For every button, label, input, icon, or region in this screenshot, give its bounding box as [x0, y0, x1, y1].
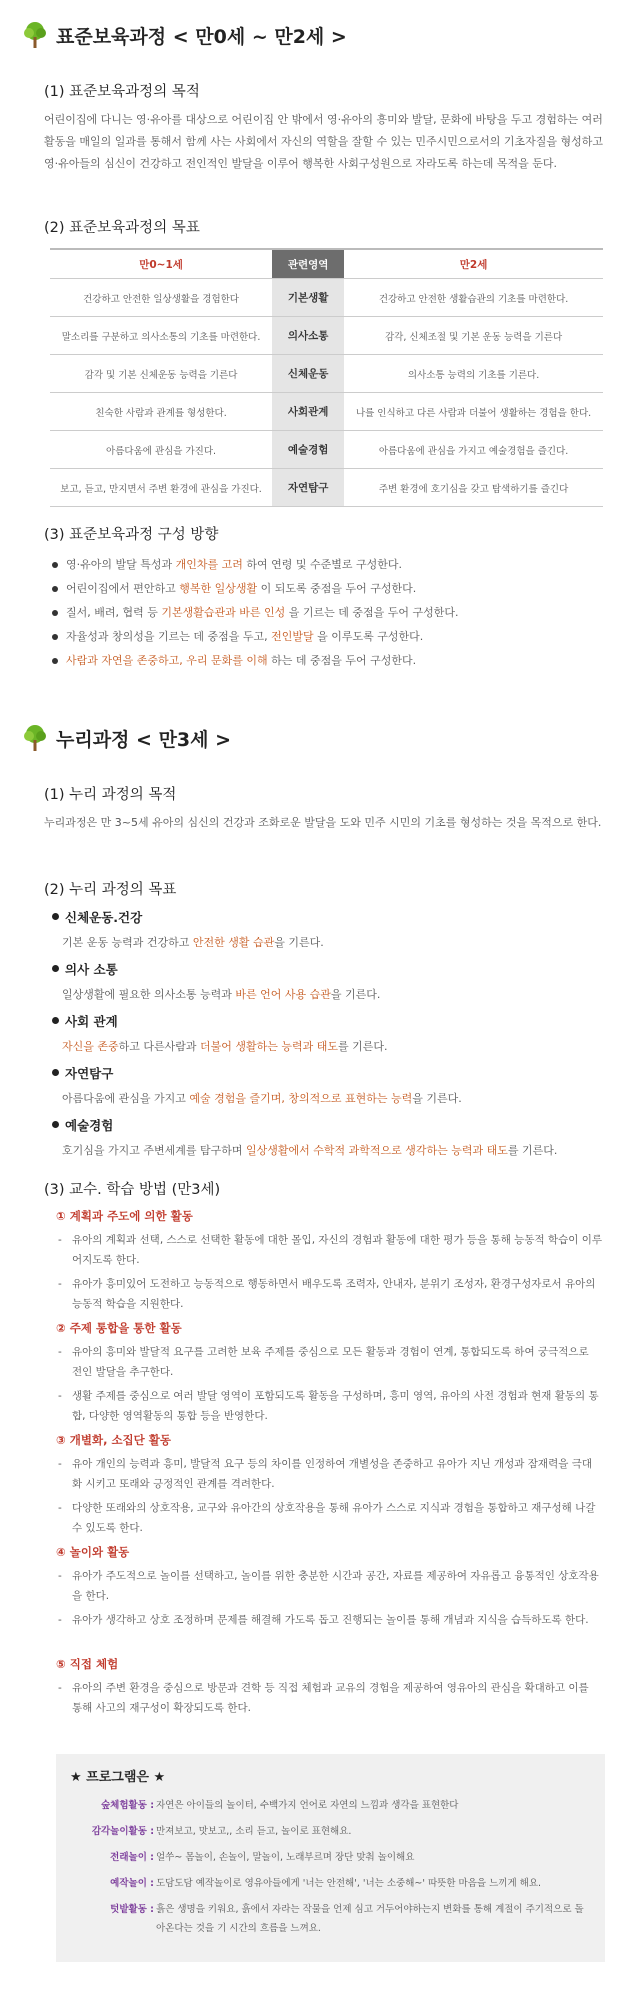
section2-methods-heading: (3) 교수. 학습 방법 (만3세) [44, 1182, 221, 1198]
goal-text: 일상생활에 필요한 의사소통 능력과 바른 언어 사용 습관을 기른다. [62, 988, 381, 1001]
header-age-2: 만2세 [344, 249, 603, 279]
method-item: - 유아가 흥미있어 도전하고 능동적으로 행동하면서 배우도록 조력자, 안내자, 분위기 조성자, 환경구성자로서 유아의 능동적 학습을 지원한다. [58, 1278, 596, 1310]
list-item: 어린이집에서 편안하고 행복한 일상생활 이 되도록 중점을 두어 구성한다. [44, 577, 459, 601]
table-cell: 말소리를 구분하고 의사소통의 기초를 마련한다. [50, 317, 272, 355]
table-row [50, 469, 603, 507]
program-label: 숲체험활동 : [101, 1800, 154, 1811]
method-item: - 유아가 주도적으로 놀이를 선택하고, 놀이를 위한 충분한 시간과 공간, 자료를 제공하여 자유롭고 융통적인 상호작용을 한다. [58, 1570, 599, 1602]
table-cell-area: 사회관계 [272, 393, 344, 431]
list-item: 사람과 자연을 존중하고, 우리 문화를 이해 하는 데 중점을 두어 구성한다. [44, 649, 459, 673]
goal-text: 기본 운동 능력과 건강하고 안전한 생활 습관을 기른다. [62, 936, 324, 949]
method-item: - 유아가 생각하고 상호 조정하며 문제를 해결해 가도록 돕고 진행되는 놀이를 통해 개념과 지식을 습득하도록 한다. [58, 1614, 589, 1626]
header-area: 관련영역 [272, 249, 344, 279]
list-item: 영·유아의 발달 특성과 개인차를 고려 하여 연령 및 수준별로 구성한다. [44, 553, 459, 577]
goal-title: 신체운동.건강 [52, 908, 142, 926]
section2-title [20, 723, 231, 753]
table-row [50, 355, 603, 393]
program-text: 만져보고, 맛보고,, 소리 듣고, 놀이로 표현해요. [156, 1826, 352, 1837]
table-cell: 감각 및 기본 신체운동 능력을 기른다 [50, 355, 272, 393]
method-item: - 유아의 계획과 선택, 스스로 선택한 활동에 대한 몰입, 자신의 경험과 활동에 대한 평가 등을 통해 능동적 학습이 이루어지도록 한다. [58, 1234, 602, 1266]
table-cell-area: 자연탐구 [272, 469, 344, 507]
program-text: 흙은 생명을 키워요, 흙에서 자라는 작물을 언제 심고 거두어야하는지 변화를 통해 계절이 주기적으로 돌아온다는 것을 기 시간의 흐름을 느껴요. [156, 1904, 584, 1934]
program-label: 전래놀이 : [110, 1852, 154, 1863]
tree-icon [20, 20, 50, 50]
table-cell-area: 예술경험 [272, 431, 344, 469]
table-cell: 건강하고 안전한 생활습관의 기초를 마련한다. [344, 279, 603, 317]
section1-direction-heading: (3) 표준보육과정 구성 방향 [44, 527, 219, 543]
method-item: - 유아의 흥미와 발달적 요구를 고려한 보육 주제를 중심으로 모든 활동과 경험이 연계, 통합되도록 하여 궁극적으로 전인 발달을 추구한다. [58, 1346, 589, 1378]
table-cell-area: 기본생활 [272, 279, 344, 317]
table-cell-area: 신체운동 [272, 355, 344, 393]
table-cell: 보고, 듣고, 만지면서 주변 환경에 관심을 가진다. [50, 469, 272, 507]
section2-purpose-text: 누리과정은 만 3~5세 유아의 심신의 건강과 조화로운 발달을 도와 민주 시민의 기초를 형성하는 것을 목적으로 한다. [44, 816, 602, 829]
table-cell: 나를 인식하고 다른 사람과 더불어 생활하는 경험을 한다. [344, 393, 603, 431]
program-label: 텃밭활동 : [110, 1904, 154, 1915]
section1-title-text: 표준보육과정 < 만0세 ~ 만2세 > [56, 25, 347, 48]
goal-title: 의사 소통 [52, 960, 118, 978]
method-item: - 유아 개인의 능력과 흥미, 발달적 요구 등의 차이를 인정하여 개별성을 존중하고 유아가 지닌 개성과 잠재력을 극대화 시키고 또래와 긍정적인 관계를 격려한다. [58, 1458, 592, 1490]
method-title: ② 주제 통합을 통한 활동 [56, 1321, 182, 1335]
method-item: - 생활 주제를 중심으로 여러 발달 영역이 포함되도록 활동을 구성하며, 흥미 영역, 유아의 사전 경험과 현재 활동의 통합, 다양한 영역활동의 통합 등을 반영한다. [58, 1390, 599, 1422]
goal-text: 아름다움에 관심을 가지고 예술 경험을 즐기며, 창의적으로 표현하는 능력을 기른다. [62, 1092, 462, 1105]
goal-title: 예술경험 [52, 1116, 113, 1134]
method-title: ③ 개별화, 소집단 활동 [56, 1433, 171, 1447]
section2-purpose-heading: (1) 누리 과정의 목적 [44, 787, 177, 803]
goals-table-header [50, 249, 603, 279]
program-text: 자연은 아이들의 놀이터, 수백가지 언어로 자연의 느낌과 생각을 표현한다 [156, 1800, 459, 1811]
table-row [50, 393, 603, 431]
goals-table [50, 248, 603, 507]
section1-title [20, 20, 347, 50]
goal-title: 자연탐구 [52, 1064, 113, 1082]
method-title: ① 계획과 주도에 의한 활동 [56, 1209, 193, 1223]
goal-title: 사회 관계 [52, 1012, 118, 1030]
method-title: ⑤ 직접 체험 [56, 1657, 119, 1671]
table-row [50, 279, 603, 317]
table-cell: 아름다움에 관심을 가지고 예술경험을 즐긴다. [344, 431, 603, 469]
program-text: 얼쑤~ 몸놀이, 손놀이, 말놀이, 노래부르며 장단 맞춰 놀이해요 [156, 1852, 415, 1863]
section2-goals-heading: (2) 누리 과정의 목표 [44, 882, 177, 898]
table-row [50, 317, 603, 355]
table-row [50, 431, 603, 469]
section2-title-text: 누리과정 < 만3세 > [56, 728, 232, 751]
list-item: 자율성과 창의성을 기르는 데 중점을 두고, 전인발달 을 이루도록 구성한다. [44, 625, 459, 649]
table-cell: 주변 환경에 호기심을 갖고 탐색하기를 즐긴다 [344, 469, 603, 507]
table-cell: 건강하고 안전한 일상생활을 경험한다 [50, 279, 272, 317]
table-cell: 친숙한 사람과 관계를 형성한다. [50, 393, 272, 431]
list-item: 질서, 배려, 협력 등 기본생활습관과 바른 인성 을 기르는 데 중점을 두어 구성한다. [44, 601, 459, 625]
program-title: ★ 프로그램은 ★ [70, 1770, 166, 1785]
program-text: 도담도담 예작놀이로 영유아들에게 '너는 안전해', '너는 소중해~' 따뜻한 마음을 느끼게 해요. [156, 1878, 542, 1889]
direction-list [44, 553, 459, 673]
goal-text: 자신을 존중하고 다른사람과 더불어 생활하는 능력과 태도를 기른다. [62, 1040, 388, 1053]
table-cell: 의사소통 능력의 기초를 기른다. [344, 355, 603, 393]
section1-purpose-text: 어린이집에 다니는 영·유아를 대상으로 어린이집 안 밖에서 영·유아의 흥미와 발달, 문화에 바탕을 두고 경험하는 여러 활동을 매일의 일과를 통해서 함께 사는 사회에서 자신의 역할을 잘할 수 있는 민주시민으로서의 기초자질을 형성하고 영·유아들의 심신이 건강하고 전인적인 발달을 이루어 행복한 사회구성원으로 자라도록 하는데 목적을 둔다. [44, 113, 603, 170]
tree-icon [20, 723, 50, 753]
method-item: - 다양한 또래와의 상호작용, 교구와 유아간의 상호작용을 통해 유아가 스스로 지식과 경험을 통합하고 재구성해 나갈 수 있도록 한다. [58, 1502, 596, 1534]
method-title: ④ 놀이와 활동 [56, 1545, 130, 1559]
section1-goals-heading: (2) 표준보육과정의 목표 [44, 220, 200, 236]
program-label: 감각놀이활동 : [91, 1826, 154, 1837]
table-cell: 감각, 신체조절 및 기본 운동 능력을 기른다 [344, 317, 603, 355]
program-label: 예작놀이 : [110, 1878, 154, 1889]
program-box [56, 1754, 605, 1962]
table-cell: 아름다움에 관심을 가진다. [50, 431, 272, 469]
section1-purpose-heading: (1) 표준보육과정의 목적 [44, 84, 200, 100]
method-item: - 유아의 주변 환경을 중심으로 방문과 견학 등 직접 체험과 교유의 경험을 제공하여 영유아의 관심을 확대하고 이를 통해 사고의 재구성이 확장되도록 한다. [58, 1682, 589, 1714]
goal-text: 호기심을 가지고 주변세계를 탐구하며 일상생활에서 수학적 과학적으로 생각하는 능력과 태도를 기른다. [62, 1144, 558, 1157]
header-age-0-1: 만0~1세 [50, 249, 272, 279]
table-cell-area: 의사소통 [272, 317, 344, 355]
